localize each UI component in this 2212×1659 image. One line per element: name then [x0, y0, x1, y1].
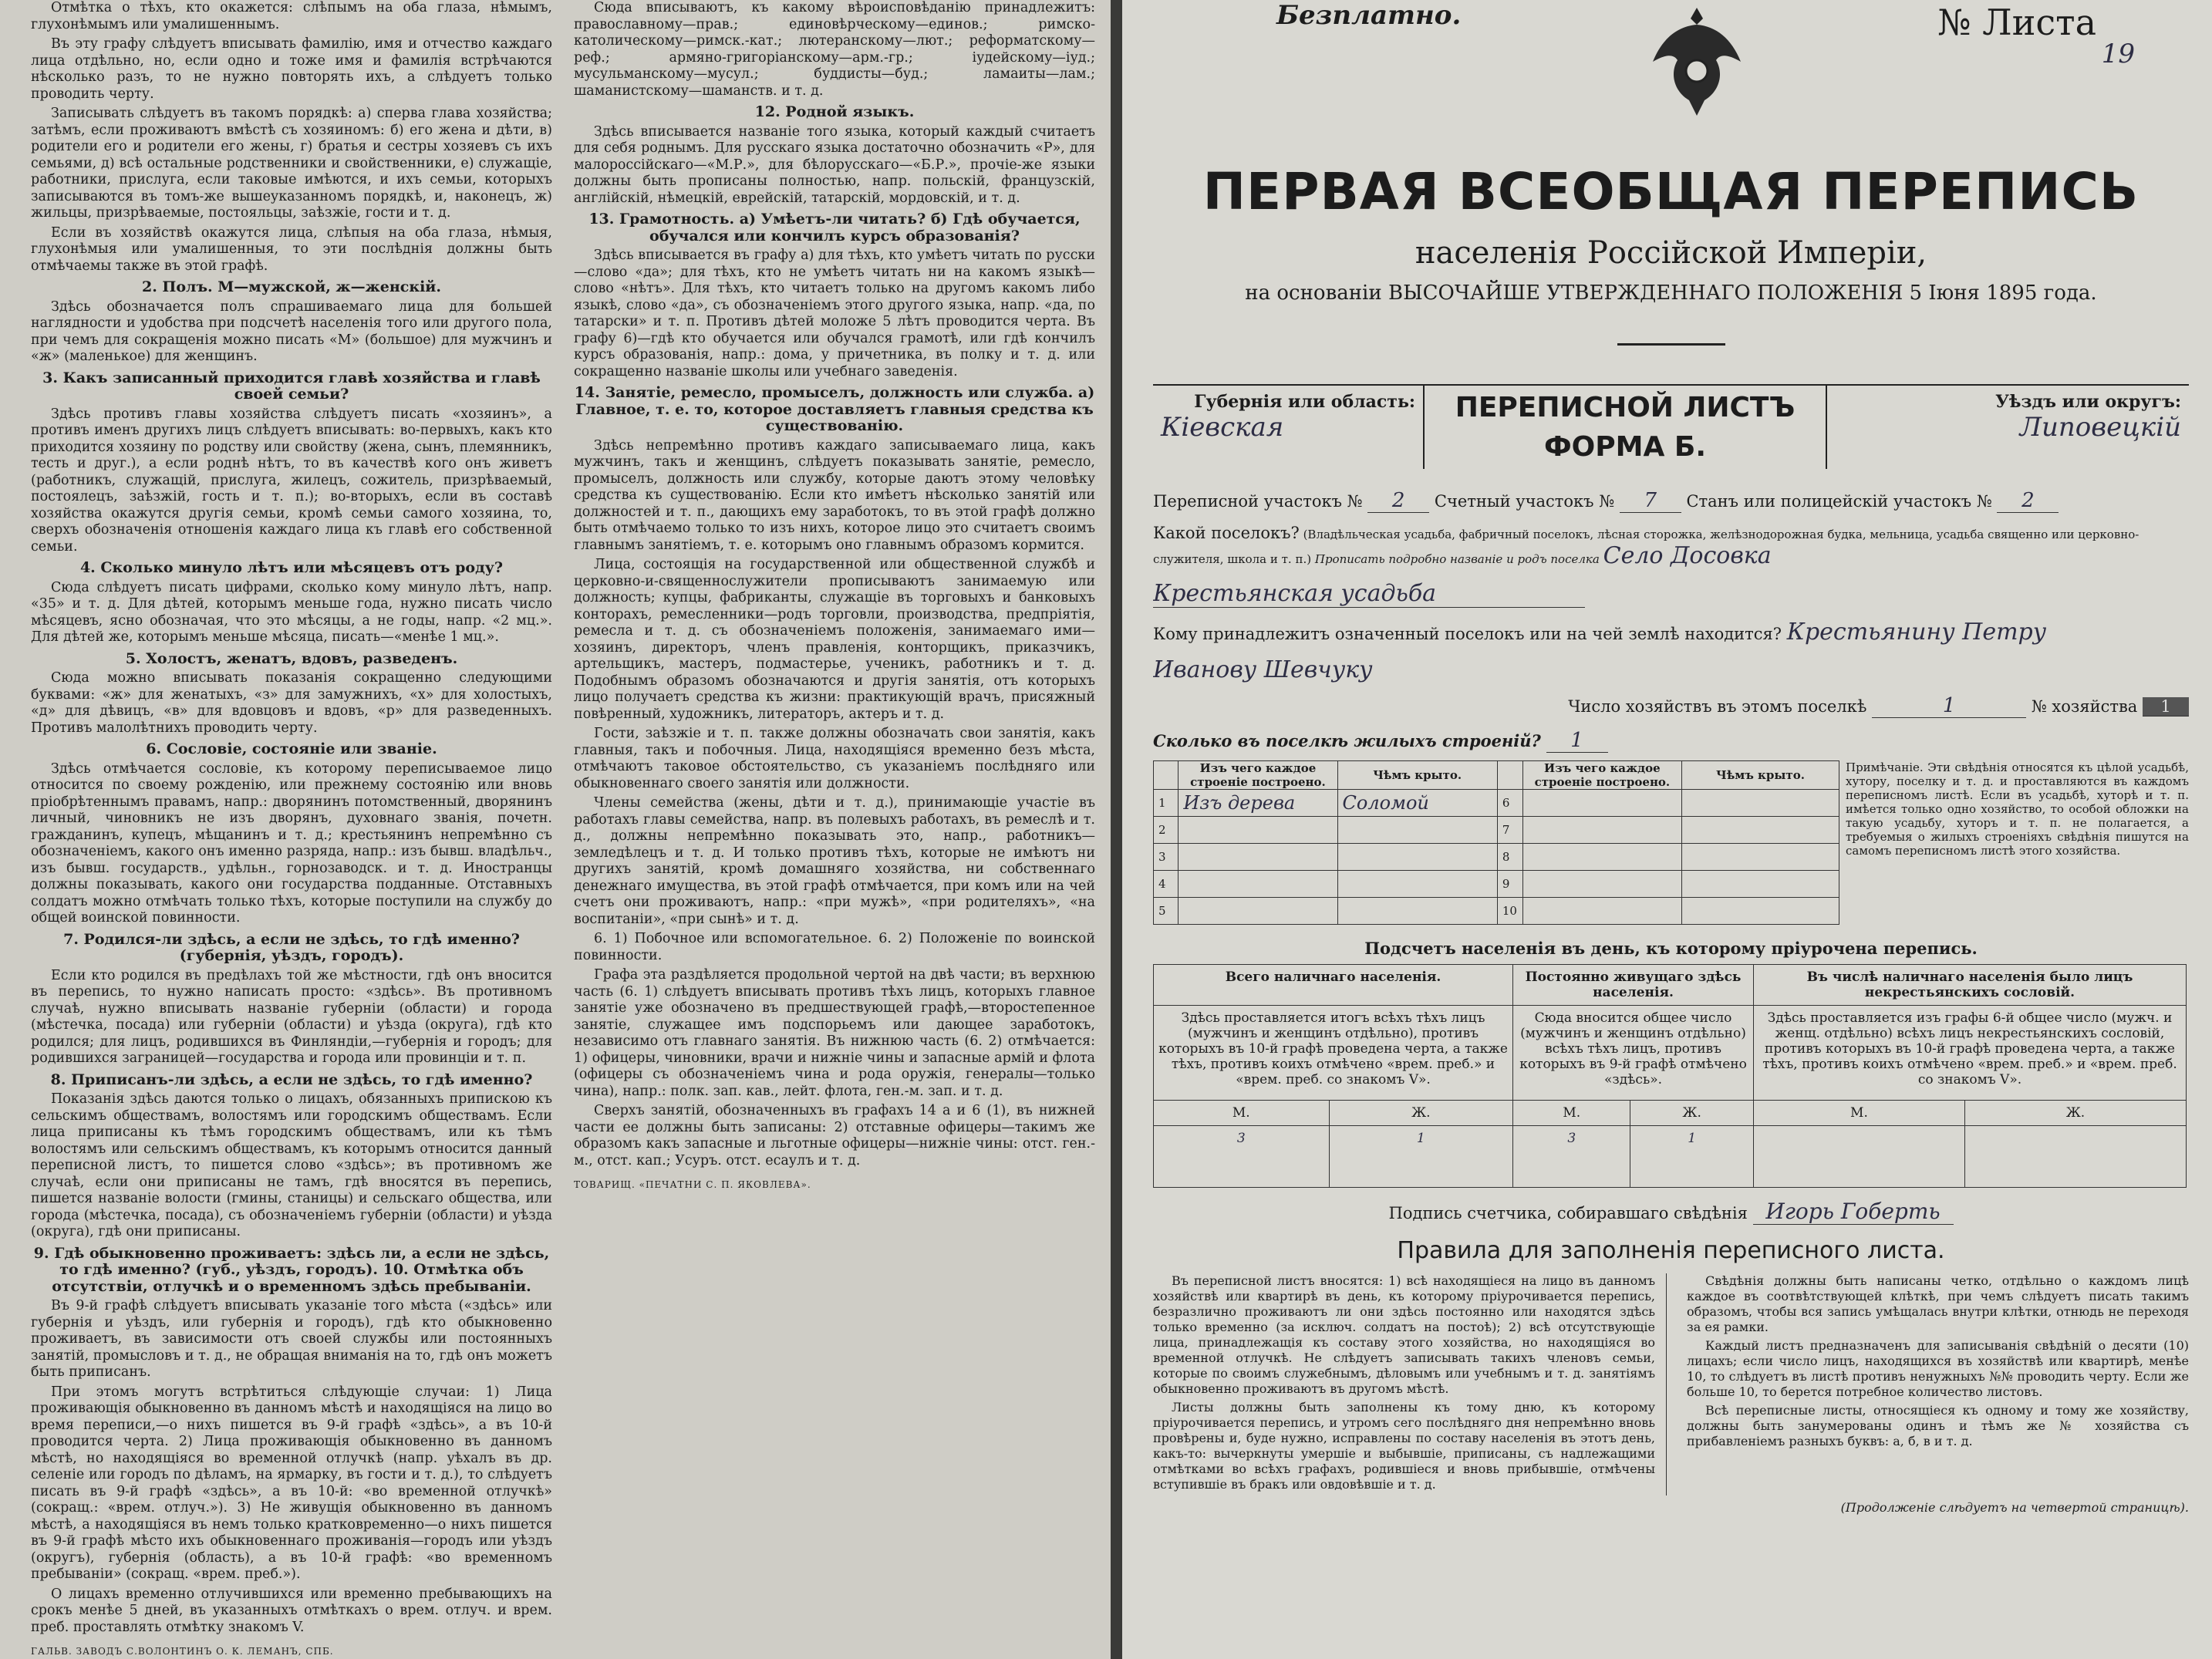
buildings-table [1153, 760, 1839, 925]
rule-paragraph: Въ переписной листъ вносятся: 1) всѣ находящіеся на лицо въ данномъ хозяйствѣ или квартирѣ въ день, къ которому пріурочивается перепись, безразлично проживаютъ ли они здѣсь постоянно или находятся здѣсь только временно (за исключ. солдатъ на постоѣ); 2) всѣ отсутствующіе лица, принадлежащія къ составу этого хозяйства, но находящіяся во временной отлучкѣ. Не слѣдуетъ записывать такихъ членовъ семьи, которые по своимъ служебнымъ, дѣловымъ или учебнымъ и т. д. занятіямъ обыкновенно проживаютъ въ другомъ мѣстѣ. [1153, 1273, 1655, 1396]
rules-text [1153, 1273, 2189, 1495]
instruction-paragraph: Гости, заѣзжіе и т. п. также должны обозначать свои занятія, какъ главныя, такъ и побочныя. Лица, находящіяся временно безъ мѣста, отмѣчаютъ таковое обстоятельство, съ указаніемъ послѣдняго или обыкновеннаго своего занятія или должности. [574, 726, 1095, 791]
building-material [1178, 844, 1337, 871]
section-heading: 14. Занятіе, ремесло, промыселъ, должность или служба. а) Главное, т. е. то, которое доставляетъ главныя средства къ существованію. [574, 384, 1095, 434]
row-number: 7 [1497, 817, 1522, 844]
rules-column-2 [1687, 1273, 2189, 1495]
building-roof [1681, 898, 1839, 925]
instructions-column-2 [574, 0, 1095, 1659]
rule-paragraph: Листы должны быть заполнены къ тому дню, къ которому пріурочивается перепись, и утромъ сего послѣдняго дня непремѣнно вновь провѣрены и, буде нужно, исправлены по составу населенія въ этотъ день, какъ-то: вычеркнуты умершіе и выбывшіе, приписаны, съ надлежащими отмѣтками во всѣхъ графахъ, родившіеся и вновь прибывшіе, отмѣчены вступившіе въ бракъ или овдовѣвшіе и т. д. [1153, 1400, 1655, 1492]
buildings-row [1153, 729, 2189, 753]
row-number: 5 [1154, 898, 1178, 925]
building-roof: Соломой [1337, 790, 1497, 817]
instruction-paragraph: Сюда вписываютъ, къ какому вѣроисповѣданію принадлежитъ: православному—прав.; единовѣрческому—единов.; римско-католическому—римск.-кат.; лютеранскому—лют.; реформатскому—реф.; армяно-григоріанскому—арм.-гр.; іудейскому—іуд.; мусульманскому—мусул.; буддисты—буд.; ламаиты—лам.; шаманистскому—шаманств. и т. д. [574, 0, 1095, 99]
printer-footer: ГАЛЬВ. ЗАВОДЪ С.ВОЛОНТИНЪ О. К. ЛЕМАНЪ, СПБ. [31, 1646, 334, 1657]
rule-paragraph: Свѣдѣнія должны быть написаны четко, отдѣльно о каждомъ лицѣ каждое въ соотвѣтствующей клѣткѣ, при чемъ слѣдуетъ писать такимъ образомъ, чтобы вся запись умѣщалась внутри клѣтки, отнюдь не переходя за ея рамки. [1687, 1273, 2189, 1334]
buildings-value: 1 [1546, 729, 1608, 753]
instructions-column-1 [31, 0, 552, 1659]
count-value [1753, 1126, 1964, 1188]
count-value: 1 [1630, 1126, 1754, 1188]
instruction-paragraph: Въ 9-й графѣ слѣдуетъ вписывать указаніе того мѣста («здѣсь» или губернія и уѣздъ, или губернія и городъ), гдѣ кто обыкновенно проживаетъ, въ зависимости отъ своей службы или постоянныхъ занятій, промысловъ и т. д., не обращая вниманія на то, гдѣ онъ можетъ быть приписанъ. [31, 1298, 552, 1380]
row-number: 1 [1154, 790, 1178, 817]
male-label: М. [1154, 1101, 1330, 1126]
instruction-paragraph: Отмѣтка о тѣхъ, кто окажется: слѣпымъ на оба глаза, нѣмымъ, глухонѣмымъ или умалишеннымъ. [31, 0, 552, 32]
uezd-value: Липовецкій [2019, 412, 2181, 443]
material-header: Изъ чего каждое строеніе построено. [1178, 761, 1337, 790]
instruction-paragraph: Здѣсь отмѣчается сословіе, къ которому переписываемое лицо относится по своему рожденію, или прежнему состоянію или вновь пріобрѣтеннымъ правамъ, напр.: дворянинъ потомственный, дворянинъ личный, чиновникъ не изъ дворянъ, духовнаго званія, почетн. гражданинъ, купецъ, мѣщанинъ и т. д.; крестьянинъ непремѣнно съ обозначеніемъ, какого онъ именно разряда, напр.: изъ бывш. владѣльч., изъ бывш. государств., удѣльн., горнозаводск. и т. д. Иностранцы должны показывать, какого они государства подданные. Отставныхъ солдатъ можно отмѣчать только тѣхъ, которые поступили на службу до общей воинской повинности. [31, 760, 552, 926]
row-number: 4 [1154, 871, 1178, 898]
instruction-paragraph: При этомъ могутъ встрѣтиться слѣдующіе случаи: 1) Лица проживающія обыкновенно въ данномъ мѣстѣ и находящіяся на лицо во время переписи,—о нихъ пишется въ 9-й графѣ «здѣсь», а въ 10-й проводится черта. 2) Лица проживающія обыкновенно въ данномъ мѣстѣ, но находящіяся во временной отлучкѣ (напр. уѣхалъ въ др. селеніе или городъ по дѣламъ, на ярмарку, въ гости и т. д.), то слѣдуетъ писать въ 9-й графѣ «здѣсь», а въ 10-й: «во временной отлучкѣ» (сокращ.: «врем. отлуч.»). 3) Не живущія обыкновенно въ данномъ мѣстѣ, а находящіяся въ немъ только кратковременно—о нихъ пишется въ 9-й графѣ мѣсто ихъ обыкновеннаго проживанія—городъ или уѣздъ (округъ), губернія (область), а въ 10-й графѣ: «во временномъ пребываніи» (сокращ. «врем. преб.»). [31, 1384, 552, 1582]
imperial-eagle-icon [1647, 0, 1747, 123]
signature-row [1153, 1199, 2189, 1225]
instruction-paragraph: Сюда слѣдуетъ писать цифрами, сколько кому минуло лѣтъ, напр. «35» и т. д. Для дѣтей, которымъ меньше года, нужно писать число мѣсяцевъ, ясно обозначая, что это мѣсяцы, а не годы, напр. «2 мц.». Для дѣтей же, которымъ меньше мѣсяца, писать—«менѣе 1 мц.». [31, 579, 552, 645]
census-title: ПЕРВАЯ ВСЕОБЩАЯ ПЕРЕПИСЬ [1202, 162, 2140, 221]
form-header-box [1153, 384, 2189, 469]
owner-value: Крестьянину Петру [1786, 619, 2047, 646]
section-heading: 3. Какъ записанный приходится главѣ хозяйства и главѣ своей семьи? [42, 369, 541, 403]
settlement-row [1153, 524, 2189, 569]
households-row [1153, 694, 2189, 718]
form-title: ПЕРЕПИСНОЙ ЛИСТЪ [1455, 392, 1796, 423]
household-number-label: № хозяйства [2031, 697, 2138, 716]
instruction-paragraph: Графа эта раздѣляется продольной чертой на двѣ части; въ верхнюю часть (6. 1) слѣдуетъ вписывать противъ тѣхъ лицъ, которыхъ главное занятіе уже обозначено въ предшествующей графѣ,—второстепенное занятіе, служащее имъ подспорьемъ или дающее заработокъ, независимо отъ главнаго занятія. Въ нижнюю часть (6. 2) отмѣчается: 1) офицеры, чиновники, врачи и нижніе чины и запасные армій и флота (офицеры съ обозначеніемъ чина и рода оружія, генералы—только чина), напр.: полк. зап. кав., лейт. флота, ген.-м. зап. и т. д. [574, 967, 1095, 1099]
buildings-label: Сколько въ поселкѣ жилыхъ строеній? [1153, 731, 1541, 750]
building-material [1522, 844, 1681, 871]
count-header-permanent: Постоянно живущаго здѣсь населенія. [1513, 965, 1754, 1006]
count-value: 3 [1513, 1126, 1630, 1188]
count-header-present: Всего наличнаго населенія. [1154, 965, 1513, 1006]
row-number: 10 [1497, 898, 1522, 925]
section-heading: 4. Сколько минуло лѣтъ или мѣсяцевъ отъ роду? [79, 559, 504, 576]
building-roof [1681, 844, 1839, 871]
building-material [1522, 817, 1681, 844]
household-number-value: 1 [2143, 697, 2189, 717]
households-label: Число хозяйствъ въ этомъ поселкѣ [1568, 697, 1867, 716]
stan-label: Станъ или полицейскій участокъ № [1686, 492, 1992, 511]
row-number: 6 [1497, 790, 1522, 817]
census-basis: на основаніи ВЫСОЧАЙШЕ УТВЕРЖДЕННАГО ПОЛОЖЕНІЯ 5 Іюня 1895 года. [1245, 282, 2097, 305]
count-district-value: 7 [1620, 489, 1681, 513]
census-subtitle: населенія Россійской Имперіи, [1415, 235, 1927, 271]
building-material [1522, 790, 1681, 817]
count-value [1964, 1126, 2186, 1188]
instruction-paragraph: Здѣсь непремѣнно противъ каждаго записываемаго лица, какъ мужчинъ, такъ и женщинъ, слѣдуетъ показывать занятіе, ремесло, промыселъ, должность или службу, которые даютъ этому человѣку средства къ существованію. Если кто имѣетъ нѣсколько занятій или должностей и т. п., дающихъ ему заработокъ, то въ этой графѣ должно быть отмѣчаемо только то изъ нихъ, которое лицо это считаетъ своимъ главнымъ занятіемъ, т. е. которымъ оно главнымъ образомъ кормится. [574, 437, 1095, 553]
population-count-table [1153, 964, 2187, 1188]
instruction-paragraph: Если кто родился въ предѣлахъ той же мѣстности, гдѣ онъ вносится въ перепись, то нужно написать просто: «здѣсь». Въ противномъ случаѣ, нужно вписывать названіе губерніи (области) и города (мѣстечка, посада) или губерніи (области) и уѣзда (округа), гдѣ кто родился; для лицъ, родившихся въ Финляндіи,—губернія и городъ; для родившихся заграницей—государства и города или провинціи и т. п. [31, 967, 552, 1066]
row-number: 2 [1154, 817, 1178, 844]
rules-column-1 [1153, 1273, 1667, 1495]
form-type: ФОРМА Б. [1543, 431, 1707, 463]
sheet-number-value: 19 [2101, 39, 2135, 69]
owner-label: Кому принадлежитъ означенный поселокъ или на чей землѣ находится? [1153, 625, 1782, 643]
settlement-label: Какой поселокъ? [1153, 524, 1300, 542]
settlement-value: Село Досовка [1603, 542, 1772, 569]
material-header-2: Изъ чего каждое строеніе построено. [1522, 761, 1681, 790]
instruction-paragraph: Здѣсь вписывается въ графу а) для тѣхъ, кто умѣетъ читать по русски—слово «да»; для тѣхъ, кто не умѣетъ читать ни на какомъ языкѣ—слово «нѣтъ». Для тѣхъ, кто читаетъ только на другомъ какомъ либо языкѣ, слово «да», съ обозначеніемъ этого другого языка, напр. «да, по татарски» и т. п. Противъ дѣтей моложе 5 лѣтъ проводится черта. Въ графу 6)—гдѣ кто обучается или обучался грамотѣ, или гдѣ кончилъ курсъ образованія, напр.: дома, у причетника, въ полку и т. д. или сокращенно названіе школы или учебнаго заведенія. [574, 248, 1095, 379]
owner-row [1153, 619, 2189, 646]
section-heading: 7. Родился-ли здѣсь, а если не здѣсь, то гдѣ именно? (губернія, уѣздъ, городъ). [63, 930, 520, 964]
gubernia-label: Губернія или область: [1194, 392, 1415, 412]
printer-footer: ТОВАРИЩ. «ПЕЧАТНИ С. П. ЯКОВЛЕВА». [574, 1179, 811, 1190]
section-heading: 5. Холостъ, женатъ, вдовъ, разведенъ. [125, 649, 458, 667]
female-label: Ж. [1329, 1101, 1512, 1126]
households-value: 1 [1872, 694, 2026, 718]
signature-value: Игорь Гоберть [1753, 1199, 1954, 1225]
building-roof [1337, 844, 1497, 871]
building-roof [1337, 871, 1497, 898]
section-heading: 2. Полъ. М—мужской, ж—женскій. [141, 278, 441, 295]
gubernia-value: Кіевская [1161, 412, 1284, 443]
building-material [1522, 898, 1681, 925]
female-label: Ж. [1964, 1101, 2186, 1126]
owner-row-2 [1153, 656, 2189, 683]
rules-title: Правила для заполненія переписного листа. [1397, 1237, 1945, 1264]
section-heading: 9. Гдѣ обыкновенно проживаетъ: здѣсь ли, а если не здѣсь, то гдѣ именно? (губ., уѣздъ, городъ). 10. Отмѣтка объ отсутствіи, отлучкѣ и о временномъ здѣсь пребываніи. [33, 1244, 550, 1295]
census-district-value: 2 [1367, 489, 1429, 513]
instruction-paragraph: Сюда можно вписывать показанія сокращенно следующими буквами: «ж» для женатыхъ, «з» для замужнихъ, «х» для холостыхъ, «д» для дѣвицъ, «в» для вдовцовъ и вдовъ, «р» для разведенныхъ. Противъ малолѣтнихъ проводить черту. [31, 670, 552, 736]
count-desc-noncrestian: Здѣсь проставляется изъ графы 6-й общее число (мужч. и женщ. отдѣльно) всѣхъ лицъ некрестьянскихъ сословій, противъ которыхъ въ 10-й графѣ проведена черта, а также тѣхъ, противъ коихъ отмѣчено «врем. преб.» и «врем. преб. со знакомъ V». [1753, 1006, 2186, 1101]
count-value: 1 [1329, 1126, 1512, 1188]
census-district-label: Переписной участокъ № [1153, 492, 1363, 511]
sheet-number-label: № Листа [1937, 2, 2096, 43]
buildings-note: Примѣчаніе. Эти свѣдѣнія относятся къ цѣлой усадьбѣ, хутору, поселку и т. д. и проставляются въ каждомъ переписномъ листѣ. Если въ усадьбѣ, хуторѣ и т. п. имѣется только одно хозяйство, то особой обложки на такую усадьбу, хуторъ и т. п. не полагается, а требуемыя о жилыхъ строеніяхъ свѣдѣнія пишутся на самомъ переписномъ листѣ этого хозяйства. [1846, 760, 2189, 858]
instruction-paragraph: Члены семейства (жены, дѣти и т. д.), принимающіе участіе въ работахъ главы семейства, напр. въ полевыхъ работахъ, въ ремеслѣ и т. д., должны непремѣнно показывать это, напр., работникъ—земледѣлецъ и т. д. И только противъ тѣхъ, которые не имѣютъ ни другихъ занятій, кромѣ домашняго хозяйства, ни собственнаго денежнаго имущества, въ этой графѣ отмѣчается, при комъ или на чей счетъ они проживаютъ, напр.: «при мужѣ», «при родителяхъ», «на воспитаніи», «при сынѣ» и т. д. [574, 795, 1095, 927]
instruction-paragraph: Здѣсь вписывается названіе того языка, который каждый считаетъ для себя роднымъ. Для русскаго языка достаточно обозначить «Р», для малороссійскаго—«М.Р.», для бѣлорусскаго—«Б.Р.», прочіе-же языки должны быть прописаны полностью, напр. польскій, французскій, англійскій, нѣмецкій, еврейскій, татарскій, мордовскій, и т. д. [574, 123, 1095, 206]
owner-value-2: Иванову Шевчуку [1153, 656, 1373, 683]
count-desc-present: Здѣсь проставляется итогъ всѣхъ тѣхъ лицъ (мужчинъ и женщинъ отдѣльно), противъ которыхъ въ 10-й графѣ проведена черта, а также тѣхъ, противъ коихъ отмѣчено «врем. преб.» и «врем. преб. со знакомъ V». [1154, 1006, 1513, 1101]
building-material [1178, 817, 1337, 844]
district-row [1153, 489, 2189, 513]
instruction-paragraph: Сверхъ занятій, обозначенныхъ въ графахъ 14 а и 6 (1), въ нижней части ее должны быть записаны: 2) отставные офицеры—такимъ же образомъ какъ запасные и льготные офицеры—нижніе чины: отст. ген.-м., отст. кап.; Усуръ. отст. есаулъ и т. д. [574, 1103, 1095, 1168]
instruction-paragraph: Здѣсь обозначается полъ спрашиваемаго лица для большей наглядности и удобства при подсчетѣ населенія того или другого пола, при чемъ для сокращенія можно писать «М» (большое) для мужчинъ и «ж» (маленькое) для женщинъ. [31, 298, 552, 364]
instruction-paragraph: Если въ хозяйствѣ окажутся лица, слѣпыя на оба глаза, нѣмыя, глухонѣмыя или умалишенныя, то эти послѣднія должны быть отмѣчаемы также въ этой графѣ. [31, 224, 552, 274]
row-number: 8 [1497, 844, 1522, 871]
uezd-label: Уѣздъ или округъ: [1995, 392, 2181, 412]
section-heading: 12. Родной языкъ. [754, 103, 915, 120]
section-heading: 6. Сословіе, состояніе или званіе. [146, 740, 437, 757]
instruction-paragraph: Лица, состоящія на государственной или общественной службѣ и церковно-и-священнослужители прописываютъ занимаемую или должность; купцы, фабриканты, служащіе въ торговыхъ и банковыхъ конторахъ, ремесленники—родъ торговли, производства, предпріятія, ремесла и т. д. съ обозначеніемъ положенія, занимаемаго ими—хозяинъ, директоръ, членъ правленія, конторщикъ, приказчикъ, артельщикъ, мастеръ, подмастерье, ученикъ, работникъ и т. д. Подобнымъ образомъ обозначаются и другія занятія, отъ которыхъ лицо получаетъ средства къ жизни: практикующій врачъ, присяжный повѣренный, художникъ, литераторъ, актеръ и т. д. [574, 557, 1095, 722]
rule-paragraph: Каждый листъ предназначенъ для записыванія свѣдѣній о десяти (10) лицахъ; если число лицъ, находящихся въ хозяйствѣ или квартирѣ, менѣе 10, то слѣдуетъ въ листѣ противъ ненужныхъ №№ проводить черту. Если же больше 10, то берется потребное количество листовъ. [1687, 1338, 2189, 1399]
instruction-paragraph: О лицахъ временно отлучившихся или временно пребывающихъ на срокъ менѣе 5 дней, въ указанныхъ отмѣткахъ о врем. отлуч. и врем. преб. проставлять отмѣтку знакомъ V. [31, 1586, 552, 1635]
section-heading: 13. Грамотность. а) Умѣетъ-ли читать? б) Гдѣ обучается, обучался или кончилъ курсъ образованія? [588, 211, 1081, 244]
settlement-note-2: Прописать подробно названіе и родъ поселка [1314, 552, 1600, 566]
rule-paragraph: Всѣ переписные листы, относящіеся къ одному и тому же хозяйству, должны быть занумерованы одинъ и тѣмъ же № хозяйства съ прибавленіемъ разныхъ буквъ: а, б, в и т. д. [1687, 1403, 2189, 1448]
building-roof [1337, 898, 1497, 925]
roof-header: Чѣмъ крыто. [1337, 761, 1497, 790]
settlement-value-2: Крестьянская усадьба [1153, 580, 1585, 608]
stan-value: 2 [1997, 489, 2059, 513]
settlement-note: (Владѣльческая усадьба, фабричный поселокъ, лѣсная сторожка, желѣзнодорожная будка, мельница, усадьба священно или церковно-служителя, школа и т. п.) [1153, 528, 2140, 566]
instruction-paragraph: Записывать слѣдуетъ въ такомъ порядкѣ: а) сперва глава хозяйства; затѣмъ, если проживаютъ вмѣстѣ съ хозяиномъ: б) его жена и дѣти, в) родители его и родители его жены, г) братья и сестры хозяевъ съ ихъ семьями, д) всѣ остальные родственники и свойственники, е) служащіе, работники, прислуга, если таковые имѣются, и ихъ семьи, которыхъ записываются въ томъ-же вышеуказанномъ порядкѣ, и, наконецъ, ж) жильцы, призрѣваемые, постояльцы, заѣзжіе, гости и т. д. [31, 106, 552, 221]
instruction-paragraph: Въ эту графу слѣдуетъ вписывать фамилію, имя и отчество каждаго лица отдѣльно, но, если одно и тоже имя и фамилія встрѣчаются нѣсколько разъ, то не нужно повторять ихъ, а слѣдуетъ только проводить черту. [31, 36, 552, 102]
male-label: М. [1753, 1101, 1964, 1126]
building-roof [1681, 817, 1839, 844]
male-label: М. [1513, 1101, 1630, 1126]
building-material [1178, 898, 1337, 925]
section-heading: 8. Приписанъ-ли здѣсь, а если не здѣсь, то гдѣ именно? [50, 1071, 533, 1088]
building-roof [1681, 871, 1839, 898]
divider [1617, 343, 1725, 346]
building-material: Изъ дерева [1178, 790, 1337, 817]
count-title: Подсчетъ населенія въ день, къ которому пріурочена перепись. [1364, 939, 1978, 958]
roof-header-2: Чѣмъ крыто. [1681, 761, 1839, 790]
row-number: 3 [1154, 844, 1178, 871]
building-material [1178, 871, 1337, 898]
building-material [1522, 871, 1681, 898]
building-roof [1337, 817, 1497, 844]
signature-label: Подпись счетчика, собиравшаго свѣдѣнія [1388, 1204, 1748, 1222]
row-number: 9 [1497, 871, 1522, 898]
instruction-paragraph: Показанія здѣсь даются только о лицахъ, обязанныхъ припискою къ сельскимъ обществамъ, волостямъ или городскимъ обществамъ. Если лица приписаны къ тѣмъ городскимъ обществамъ, или къ тѣмъ волостямъ или сельскимъ обществамъ, къ которымъ относится данный переписной листъ, то пишется слово «здѣсь»; въ противномъ же случаѣ, если они приписаны не тамъ, гдѣ вносятся въ перепись, пишется названіе волости (гмины, станицы) и сельскаго общества, или города (мѣстечка, посада), съ обозначеніемъ губерніи (области) и уѣзда (округа), гдѣ они приписаны. [31, 1091, 552, 1239]
continued-note: (Продолженіе слѣдуетъ на четвертой страницѣ). [1840, 1500, 2189, 1515]
female-label: Ж. [1630, 1101, 1754, 1126]
count-value: 3 [1154, 1126, 1330, 1188]
count-district-label: Счетный участокъ № [1434, 492, 1615, 511]
instruction-paragraph: Здѣсь противъ главы хозяйства слѣдуетъ писать «хозяинъ», а противъ именъ другихъ лицъ слѣдуетъ вписывать: во-первыхъ, какъ кто приходится хозяину по родству или свойству (жена, сынъ, племянникъ, тесть и друг.), а если роднѣ нѣтъ, то въ качествѣ кого онъ живетъ (работникъ, служащій, прислуга, жилецъ, сожитель, призрѣваемый, постоялецъ, заѣзжій, гость и т. п.); во-вторыхъ, если въ составѣ хозяйства окажутся другія семьи, кромѣ семьи самого хозяина, то, сверхъ обозначенія отношенія каждаго лица къ главѣ его собственной семьи. [31, 406, 552, 555]
count-header-noncrestian: Въ числѣ наличнаго населенія было лицъ некрестьянскихъ сословій. [1753, 965, 2186, 1006]
building-roof [1681, 790, 1839, 817]
instruction-paragraph: 6. 1) Побочное или вспомогательное. 6. 2) Положеніе по воинской повинности. [574, 931, 1095, 963]
census-form-page [1122, 0, 2212, 1659]
count-desc-permanent: Сюда вносится общее число (мужчинъ и женщинъ отдѣльно) всѣхъ тѣхъ лицъ, противъ которыхъ въ 9-й графѣ отмѣчено «здѣсь». [1513, 1006, 1754, 1101]
free-label: Безплатно. [1276, 0, 1462, 31]
